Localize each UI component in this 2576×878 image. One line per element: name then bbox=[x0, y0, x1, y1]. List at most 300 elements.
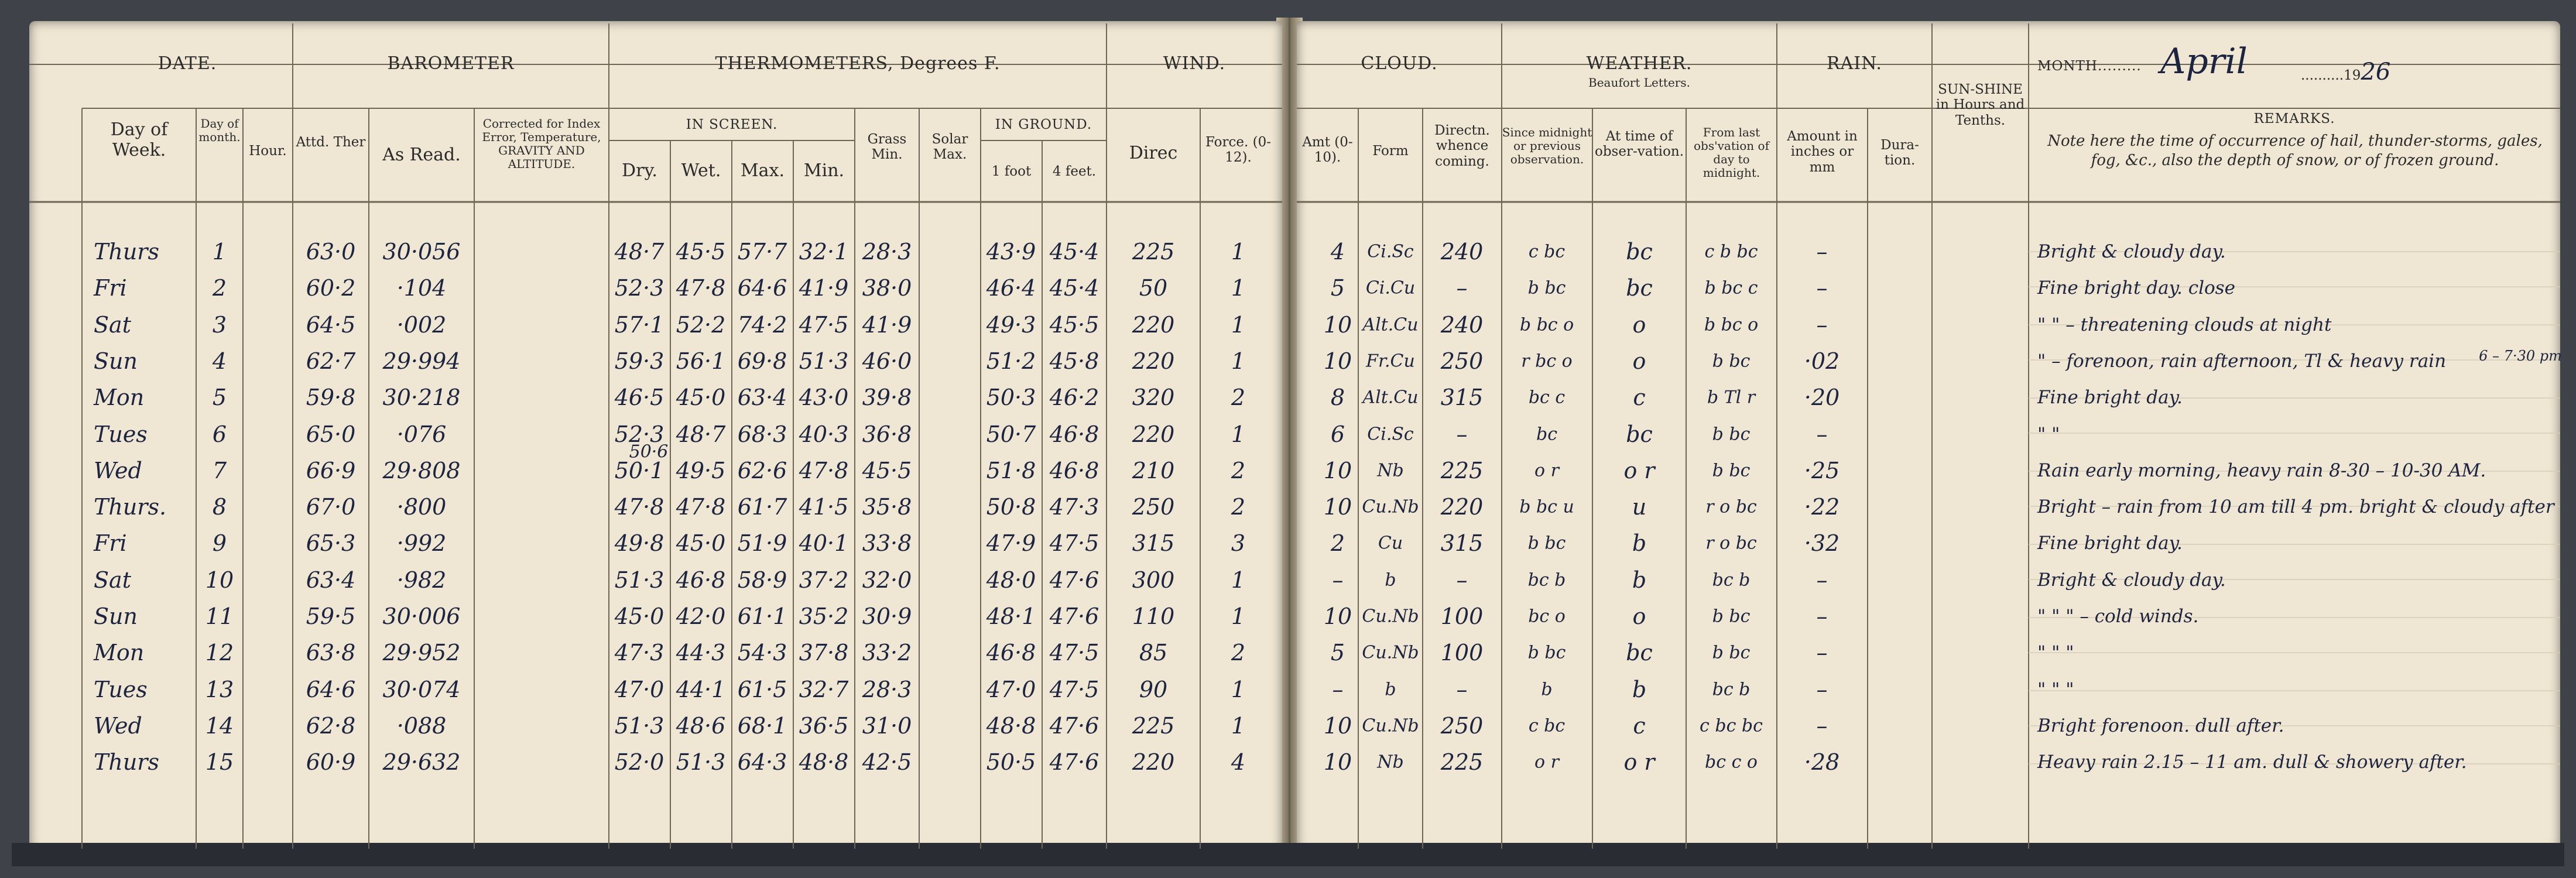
wet-bulb-cell: 42·0 bbox=[676, 603, 726, 629]
cloud-header: CLOUD. bbox=[1361, 53, 1438, 74]
ground-1ft-cell: 51·2 bbox=[986, 348, 1036, 374]
remark-cell: " " " bbox=[2037, 678, 2074, 700]
ground-1ft-cell: 48·1 bbox=[986, 603, 1036, 629]
barometer-reading-cell: 30·006 bbox=[382, 603, 461, 629]
wet-bulb-cell: 44·3 bbox=[676, 640, 726, 666]
barometer-reading-cell: ·104 bbox=[396, 275, 447, 301]
one-foot-header: 1 foot bbox=[991, 164, 1032, 179]
cloud-form-cell: Cu.Nb bbox=[1362, 715, 1419, 736]
dry-bulb-cell: 45·0 bbox=[614, 603, 664, 629]
wind-direction-cell: 210 bbox=[1132, 457, 1175, 483]
cloud-form-cell: Cu.Nb bbox=[1362, 642, 1419, 663]
weather-at-time-cell: o bbox=[1632, 348, 1646, 374]
attached-thermometer-cell: 63·4 bbox=[306, 567, 356, 593]
barometer-reading-cell: 29·994 bbox=[382, 348, 461, 374]
cloud-amount-cell: 10 bbox=[1323, 494, 1352, 520]
ground-1ft-cell: 46·4 bbox=[986, 275, 1036, 301]
weather-from-last-cell: b Tl r bbox=[1707, 387, 1756, 408]
min-temp-cell: 32·7 bbox=[799, 676, 849, 702]
month-label: MONTH......... bbox=[2037, 59, 2142, 74]
day-of-month-cell: 11 bbox=[205, 603, 234, 629]
grass-min-cell: 41·9 bbox=[862, 311, 912, 338]
ground-4ft-cell: 47·5 bbox=[1049, 530, 1099, 557]
grass-min-cell: 32·0 bbox=[862, 567, 912, 593]
cloud-form-cell: Cu.Nb bbox=[1362, 496, 1419, 517]
weather-since-midnight-cell: bc bbox=[1536, 424, 1558, 444]
hour-header: Hour. bbox=[249, 143, 287, 159]
max-temp-cell: 61·5 bbox=[737, 676, 787, 702]
cloud-amount-cell: 8 bbox=[1330, 385, 1345, 411]
wet-bulb-cell: 51·3 bbox=[676, 749, 726, 776]
dry-bulb-cell: 59·3 bbox=[614, 348, 664, 374]
weather-at-time-cell: o bbox=[1632, 603, 1646, 629]
barometer-reading-cell: 30·074 bbox=[382, 676, 461, 702]
four-feet-header: 4 feet. bbox=[1052, 164, 1097, 179]
rain-amount-cell: – bbox=[1816, 676, 1828, 702]
wind-direction-cell: 225 bbox=[1132, 712, 1175, 739]
rain-amount-cell: ·02 bbox=[1804, 348, 1840, 374]
dry-bulb-cell: 50·1 bbox=[614, 457, 664, 483]
barometer-reading-cell: 29·632 bbox=[382, 749, 461, 776]
min-temp-cell: 37·2 bbox=[799, 567, 849, 593]
cloud-amount-cell: 10 bbox=[1323, 311, 1352, 338]
day-of-week-cell: Fri bbox=[94, 275, 127, 301]
day-of-month-cell: 10 bbox=[205, 567, 234, 593]
min-temp-cell: 41·5 bbox=[799, 494, 849, 520]
rain-duration-header: Dura-tion. bbox=[1880, 138, 1919, 169]
weather-at-time-cell: bc bbox=[1626, 275, 1653, 301]
max-header: Max. bbox=[740, 160, 785, 181]
ground-1ft-cell: 47·9 bbox=[986, 530, 1036, 557]
max-temp-cell: 68·1 bbox=[737, 712, 787, 739]
ground-1ft-cell: 50·3 bbox=[986, 385, 1036, 411]
max-temp-cell: 69·8 bbox=[737, 348, 787, 374]
day-of-week-cell: Wed bbox=[94, 712, 142, 739]
day-of-month-cell: 2 bbox=[212, 275, 227, 301]
min-temp-cell: 47·8 bbox=[799, 457, 849, 483]
in-ground-header: IN GROUND. bbox=[995, 117, 1092, 132]
wind-direction-cell: 220 bbox=[1132, 421, 1175, 447]
cloud-amount-cell: – bbox=[1332, 567, 1344, 593]
rain-amount-cell: – bbox=[1816, 421, 1828, 447]
weather-from-last-cell: b bc bbox=[1712, 351, 1751, 372]
weather-since-midnight-cell: b bc u bbox=[1519, 496, 1574, 517]
weather-at-time-cell: bc bbox=[1626, 421, 1653, 447]
weather-from-last-cell: b bc bbox=[1712, 606, 1751, 627]
grass-min-cell: 31·0 bbox=[862, 712, 912, 739]
remark-cell: Heavy rain 2.15 – 11 am. dull & showery after. bbox=[2037, 752, 2467, 773]
wind-force-cell: 2 bbox=[1231, 457, 1246, 483]
weather-from-last-cell: bc b bbox=[1712, 570, 1751, 591]
weather-header: WEATHER. bbox=[1586, 53, 1693, 74]
max-temp-cell: 61·7 bbox=[737, 494, 787, 520]
wet-bulb-cell: 46·8 bbox=[676, 567, 726, 593]
dry-bulb-cell: 51·3 bbox=[614, 712, 664, 739]
remark-cell: " " " bbox=[2037, 642, 2074, 664]
ground-4ft-cell: 47·6 bbox=[1049, 603, 1099, 629]
day-of-week-cell: Fri bbox=[94, 530, 127, 557]
remark-cell: Bright & cloudy day. bbox=[2037, 569, 2226, 591]
remark-cell: Fine bright day. bbox=[2037, 533, 2183, 554]
rain-amount-cell: ·22 bbox=[1804, 494, 1840, 520]
day-of-week-cell: Thurs bbox=[94, 749, 159, 776]
wind-force-cell: 1 bbox=[1231, 348, 1246, 374]
rain-amount-cell: – bbox=[1816, 603, 1828, 629]
min-header: Min. bbox=[803, 160, 845, 181]
day-of-month-cell: 13 bbox=[205, 676, 234, 702]
dry-bulb-cell: 52·3 bbox=[614, 421, 664, 447]
ground-4ft-cell: 47·5 bbox=[1049, 676, 1099, 702]
day-of-week-cell: Mon bbox=[94, 640, 145, 666]
remark-cell: " " bbox=[2037, 423, 2060, 445]
remark-cell: " " – threatening clouds at night bbox=[2037, 314, 2332, 335]
weather-since-midnight-cell: b bc bbox=[1527, 642, 1566, 663]
cloud-direction-cell: 100 bbox=[1440, 640, 1484, 666]
weather-from-last-cell: b bc bbox=[1712, 460, 1751, 481]
wind-force-cell: 2 bbox=[1231, 640, 1246, 666]
weather-since-midnight-cell: o r bbox=[1534, 460, 1559, 481]
beaufort-subheader: Beaufort Letters. bbox=[1588, 76, 1690, 90]
weather-from-last-cell: bc b bbox=[1712, 679, 1751, 700]
cloud-direction-header: Directn. whence coming. bbox=[1434, 123, 1490, 169]
barometer-reading-cell: ·076 bbox=[396, 421, 447, 447]
max-temp-cell: 57·7 bbox=[737, 239, 787, 265]
ground-4ft-cell: 47·6 bbox=[1049, 712, 1099, 739]
barometer-header: BAROMETER bbox=[387, 53, 515, 74]
wet-header: Wet. bbox=[681, 160, 721, 181]
remark-time-note: 6 – 7·30 pm bbox=[2479, 348, 2562, 364]
wind-direction-cell: 315 bbox=[1132, 530, 1175, 557]
wind-force-header: Force. (0-12). bbox=[1205, 135, 1272, 166]
day-of-month-cell: 6 bbox=[212, 421, 227, 447]
weather-at-time-cell: o r bbox=[1623, 749, 1655, 776]
max-temp-cell: 68·3 bbox=[737, 421, 787, 447]
day-of-week-cell: Sat bbox=[94, 567, 131, 593]
date-header: DATE. bbox=[157, 53, 217, 74]
cloud-form-cell: b bbox=[1385, 679, 1396, 700]
rain-amount-cell: – bbox=[1816, 239, 1828, 265]
cloud-amount-cell: 6 bbox=[1330, 421, 1345, 447]
max-temp-cell: 61·1 bbox=[737, 603, 787, 629]
min-temp-cell: 35·2 bbox=[799, 603, 849, 629]
wet-bulb-cell: 47·8 bbox=[676, 494, 726, 520]
wind-direction-cell: 220 bbox=[1132, 348, 1175, 374]
weather-at-time-cell: c bbox=[1633, 712, 1646, 739]
cloud-form-cell: b bbox=[1385, 570, 1396, 591]
attached-thermometer-cell: 62·7 bbox=[306, 348, 356, 374]
attached-thermometer-cell: 59·5 bbox=[306, 603, 356, 629]
weather-from-last-cell: r o bc bbox=[1705, 533, 1757, 554]
grass-min-cell: 38·0 bbox=[862, 275, 912, 301]
cloud-form-cell: Ci.Sc bbox=[1367, 241, 1414, 262]
cloud-direction-cell: 315 bbox=[1440, 385, 1484, 411]
day-of-week-cell: Mon bbox=[94, 385, 145, 411]
day-of-month-cell: 8 bbox=[212, 494, 227, 520]
cloud-amount-cell: 10 bbox=[1323, 749, 1352, 776]
remark-cell: Rain early morning, heavy rain 8-30 – 10-30 AM. bbox=[2037, 459, 2486, 481]
barometer-reading-cell: ·002 bbox=[396, 311, 447, 338]
cloud-amount-cell: 5 bbox=[1330, 640, 1345, 666]
weather-since-midnight-cell: bc c bbox=[1528, 387, 1566, 408]
dry-header: Dry. bbox=[622, 160, 657, 181]
wet-bulb-cell: 56·1 bbox=[676, 348, 726, 374]
cloud-amount-cell: 5 bbox=[1330, 275, 1345, 301]
weather-at-time-cell: c bbox=[1633, 385, 1646, 411]
attached-thermometer-cell: 59·8 bbox=[306, 385, 356, 411]
weather-from-last-cell: b bc c bbox=[1704, 277, 1758, 299]
ground-1ft-cell: 50·7 bbox=[986, 421, 1036, 447]
cloud-direction-cell: 225 bbox=[1440, 457, 1484, 483]
wind-direction-cell: 90 bbox=[1139, 676, 1168, 702]
wet-bulb-cell: 52·2 bbox=[676, 311, 726, 338]
remark-cell: " " " – cold winds. bbox=[2037, 606, 2199, 627]
min-temp-cell: 47·5 bbox=[799, 311, 849, 338]
weather-at-time-cell: b bbox=[1632, 676, 1647, 702]
min-temp-cell: 41·9 bbox=[799, 275, 849, 301]
wind-force-cell: 1 bbox=[1231, 712, 1246, 739]
wind-direction-cell: 250 bbox=[1132, 494, 1175, 520]
cloud-amount-header: Amt (0-10). bbox=[1302, 135, 1353, 166]
ground-4ft-cell: 46·8 bbox=[1049, 457, 1099, 483]
cloud-amount-cell: 10 bbox=[1323, 348, 1352, 374]
wind-force-cell: 1 bbox=[1231, 421, 1246, 447]
day-of-month-cell: 1 bbox=[212, 239, 227, 265]
wind-force-cell: 2 bbox=[1231, 494, 1246, 520]
wind-force-cell: 1 bbox=[1231, 676, 1246, 702]
cloud-form-cell: Alt.Cu bbox=[1362, 387, 1419, 408]
cloud-form-cell: Ci.Sc bbox=[1367, 424, 1414, 444]
weather-since-midnight-cell: o r bbox=[1534, 752, 1559, 773]
day-of-week-cell: Thurs bbox=[94, 239, 159, 265]
ground-4ft-cell: 45·4 bbox=[1049, 275, 1099, 301]
wind-direction-cell: 300 bbox=[1132, 567, 1175, 593]
day-of-month-cell: 14 bbox=[205, 712, 234, 739]
day-of-week-cell: Wed bbox=[94, 457, 142, 483]
weather-since-midnight-cell: c bc bbox=[1528, 241, 1566, 262]
weather-since-midnight-cell: b bc bbox=[1527, 277, 1566, 299]
dry-bulb-cell: 46·5 bbox=[614, 385, 664, 411]
wind-direction-cell: 220 bbox=[1132, 311, 1175, 338]
grass-min-cell: 28·3 bbox=[862, 676, 912, 702]
min-temp-cell: 40·3 bbox=[799, 421, 849, 447]
cloud-direction-cell: 315 bbox=[1440, 530, 1484, 557]
wet-bulb-cell: 47·8 bbox=[676, 275, 726, 301]
corrected-header: Corrected for Index Error, Temperature, GRAVITY AND ALTITUDE. bbox=[482, 116, 601, 171]
wet-bulb-cell: 48·6 bbox=[676, 712, 726, 739]
wind-direction-header: Direc bbox=[1129, 143, 1178, 163]
ground-4ft-cell: 45·8 bbox=[1049, 348, 1099, 374]
ground-1ft-cell: 48·0 bbox=[986, 567, 1036, 593]
min-temp-cell: 40·1 bbox=[799, 530, 849, 557]
rain-amount-cell: – bbox=[1816, 311, 1828, 338]
weather-at-time-cell: bc bbox=[1626, 640, 1653, 666]
ground-1ft-cell: 50·8 bbox=[986, 494, 1036, 520]
dry-bulb-cell: 52·3 bbox=[614, 275, 664, 301]
cloud-amount-cell: 10 bbox=[1323, 457, 1352, 483]
in-screen-header: IN SCREEN. bbox=[686, 117, 778, 132]
weather-at-time-cell: bc bbox=[1626, 239, 1653, 265]
remark-cell: Fine bright day. close bbox=[2037, 277, 2235, 299]
wind-direction-cell: 85 bbox=[1139, 640, 1168, 666]
grass-min-cell: 46·0 bbox=[862, 348, 912, 374]
attached-thermometer-cell: 63·8 bbox=[306, 640, 356, 666]
barometer-reading-cell: 29·952 bbox=[382, 640, 461, 666]
cloud-direction-cell: – bbox=[1456, 567, 1468, 593]
weather-at-time-cell: u bbox=[1632, 494, 1647, 520]
wind-direction-cell: 320 bbox=[1132, 385, 1175, 411]
barometer-reading-cell: ·800 bbox=[396, 494, 447, 520]
rain-amount-cell: – bbox=[1816, 275, 1828, 301]
barometer-reading-cell: ·088 bbox=[396, 712, 447, 739]
barometer-reading-cell: ·982 bbox=[396, 567, 447, 593]
min-temp-cell: 43·0 bbox=[799, 385, 849, 411]
cloud-direction-cell: 240 bbox=[1440, 239, 1484, 265]
grass-min-cell: 35·8 bbox=[862, 494, 912, 520]
wind-direction-cell: 225 bbox=[1132, 239, 1175, 265]
rain-amount-cell: ·28 bbox=[1804, 749, 1840, 776]
min-temp-cell: 32·1 bbox=[799, 239, 849, 265]
wet-bulb-cell: 45·0 bbox=[676, 385, 726, 411]
dry-bulb-cell: 47·0 bbox=[614, 676, 664, 702]
grass-min-header: Grass Min. bbox=[867, 132, 907, 163]
rain-amount-cell: ·20 bbox=[1804, 385, 1840, 411]
as-read-header: As Read. bbox=[382, 145, 461, 165]
barometer-reading-cell: 30·056 bbox=[382, 239, 461, 265]
day-of-week-cell: Sun bbox=[94, 603, 138, 629]
ground-4ft-cell: 45·4 bbox=[1049, 239, 1099, 265]
cloud-form-cell: Fr.Cu bbox=[1366, 351, 1415, 372]
day-of-week-cell: Tues bbox=[94, 421, 148, 447]
attd-ther-header: Attd. Ther bbox=[296, 135, 366, 150]
attached-thermometer-cell: 66·9 bbox=[306, 457, 356, 483]
day-of-week-cell: Thurs. bbox=[94, 494, 167, 520]
max-temp-cell: 63·4 bbox=[737, 385, 787, 411]
barometer-reading-cell: ·992 bbox=[396, 530, 447, 557]
wind-force-cell: 1 bbox=[1231, 311, 1246, 338]
wet-bulb-cell: 45·0 bbox=[676, 530, 726, 557]
weather-from-last-cell: r o bc bbox=[1705, 496, 1757, 517]
ground-1ft-cell: 46·8 bbox=[986, 640, 1036, 666]
cloud-direction-cell: 100 bbox=[1440, 603, 1484, 629]
dry-bulb-cell: 52·0 bbox=[614, 749, 664, 776]
min-temp-cell: 48·8 bbox=[799, 749, 849, 776]
cloud-amount-cell: – bbox=[1332, 676, 1344, 702]
cloud-direction-cell: 225 bbox=[1440, 749, 1484, 776]
cloud-form-cell: Cu.Nb bbox=[1362, 606, 1419, 627]
min-temp-cell: 51·3 bbox=[799, 348, 849, 374]
remarks-header: REMARKS. bbox=[2253, 111, 2335, 126]
ground-4ft-cell: 46·8 bbox=[1049, 421, 1099, 447]
from-last-header: From last obs'vation of day to midnight. bbox=[1694, 125, 1769, 180]
since-midnight-header: Since midnight or previous observation. bbox=[1502, 125, 1592, 166]
cloud-direction-cell: – bbox=[1456, 676, 1468, 702]
ground-1ft-cell: 51·8 bbox=[986, 457, 1036, 483]
weather-at-time-cell: b bbox=[1632, 567, 1647, 593]
max-temp-cell: 64·6 bbox=[737, 275, 787, 301]
weather-since-midnight-cell: b bbox=[1541, 679, 1553, 700]
remark-cell: Bright forenoon. dull after. bbox=[2037, 715, 2284, 736]
weather-since-midnight-cell: b bc bbox=[1527, 533, 1566, 554]
day-of-month-cell: 12 bbox=[205, 640, 234, 666]
ground-1ft-cell: 47·0 bbox=[986, 676, 1036, 702]
rain-amount-cell: – bbox=[1816, 567, 1828, 593]
day-of-month-header: Day of month. bbox=[198, 116, 241, 144]
max-temp-cell: 62·6 bbox=[737, 457, 787, 483]
rain-amount-cell: – bbox=[1816, 640, 1828, 666]
month-value: April bbox=[2160, 41, 2248, 82]
wind-force-cell: 4 bbox=[1231, 749, 1246, 776]
attached-thermometer-cell: 63·0 bbox=[306, 239, 356, 265]
ground-4ft-cell: 47·6 bbox=[1049, 567, 1099, 593]
weather-from-last-cell: b bc o bbox=[1704, 314, 1759, 335]
sunshine-header: SUN-SHINE in Hours and Tenths. bbox=[1936, 82, 2025, 128]
cloud-direction-cell: – bbox=[1456, 275, 1468, 301]
ground-1ft-cell: 48·8 bbox=[986, 712, 1036, 739]
weather-from-last-cell: c bc bc bbox=[1700, 715, 1763, 736]
day-of-week-cell: Sat bbox=[94, 311, 131, 338]
attached-thermometer-cell: 65·3 bbox=[306, 530, 356, 557]
wind-force-cell: 1 bbox=[1231, 239, 1246, 265]
dry-bulb-cell: 49·8 bbox=[614, 530, 664, 557]
wind-direction-cell: 220 bbox=[1132, 749, 1175, 776]
dry-bulb-cell: 48·7 bbox=[614, 239, 664, 265]
cloud-direction-cell: 250 bbox=[1440, 348, 1484, 374]
cloud-form-cell: Ci.Cu bbox=[1365, 277, 1416, 299]
cloud-direction-cell: 240 bbox=[1440, 311, 1484, 338]
day-of-month-cell: 5 bbox=[212, 385, 227, 411]
wind-direction-cell: 50 bbox=[1139, 275, 1168, 301]
wet-bulb-cell: 44·1 bbox=[676, 676, 726, 702]
attached-thermometer-cell: 60·9 bbox=[306, 749, 356, 776]
weather-since-midnight-cell: b bc o bbox=[1519, 314, 1574, 335]
solar-max-header: Solar Max. bbox=[931, 132, 968, 163]
remark-cell: Bright – rain from 10 am till 4 pm. bright & cloudy after bbox=[2037, 496, 2554, 518]
dry-correction-note: 50·6 bbox=[629, 441, 669, 462]
weather-since-midnight-cell: bc o bbox=[1528, 606, 1566, 627]
weather-at-time-cell: o bbox=[1632, 311, 1646, 338]
wind-force-cell: 1 bbox=[1231, 275, 1246, 301]
day-of-week-header: Day of Week. bbox=[110, 119, 168, 160]
attached-thermometer-cell: 60·2 bbox=[306, 275, 356, 301]
ground-4ft-cell: 45·5 bbox=[1049, 311, 1099, 338]
dry-bulb-cell: 57·1 bbox=[614, 311, 664, 338]
max-temp-cell: 74·2 bbox=[737, 311, 787, 338]
grass-min-cell: 39·8 bbox=[862, 385, 912, 411]
barometer-reading-cell: 30·218 bbox=[382, 385, 461, 411]
weather-from-last-cell: bc c o bbox=[1705, 752, 1758, 773]
remark-cell: Bright & cloudy day. bbox=[2037, 241, 2226, 262]
cloud-amount-cell: 10 bbox=[1323, 712, 1352, 739]
attached-thermometer-cell: 64·5 bbox=[306, 311, 356, 338]
ground-4ft-cell: 46·2 bbox=[1049, 385, 1099, 411]
weather-since-midnight-cell: c bc bbox=[1528, 715, 1566, 736]
wind-force-cell: 3 bbox=[1231, 530, 1246, 557]
weather-at-time-cell: o r bbox=[1623, 457, 1655, 483]
weather-from-last-cell: b bc bbox=[1712, 642, 1751, 663]
remarks-note: Note here the time of occurrence of hail, thunder-storms, gales, fog, &c., also the depth of snow, or of frozen ground. bbox=[2047, 132, 2543, 169]
attached-thermometer-cell: 62·8 bbox=[306, 712, 356, 739]
wet-bulb-cell: 48·7 bbox=[676, 421, 726, 447]
attached-thermometer-cell: 64·6 bbox=[306, 676, 356, 702]
grass-min-cell: 33·8 bbox=[862, 530, 912, 557]
rain-header: RAIN. bbox=[1827, 53, 1882, 74]
cloud-amount-cell: 10 bbox=[1323, 603, 1352, 629]
weather-at-time-cell: b bbox=[1632, 530, 1647, 557]
dry-bulb-cell: 47·3 bbox=[614, 640, 664, 666]
cloud-form-cell: Nb bbox=[1377, 752, 1404, 773]
remark-cell: Fine bright day. bbox=[2037, 387, 2183, 409]
weather-since-midnight-cell: bc b bbox=[1527, 570, 1566, 591]
